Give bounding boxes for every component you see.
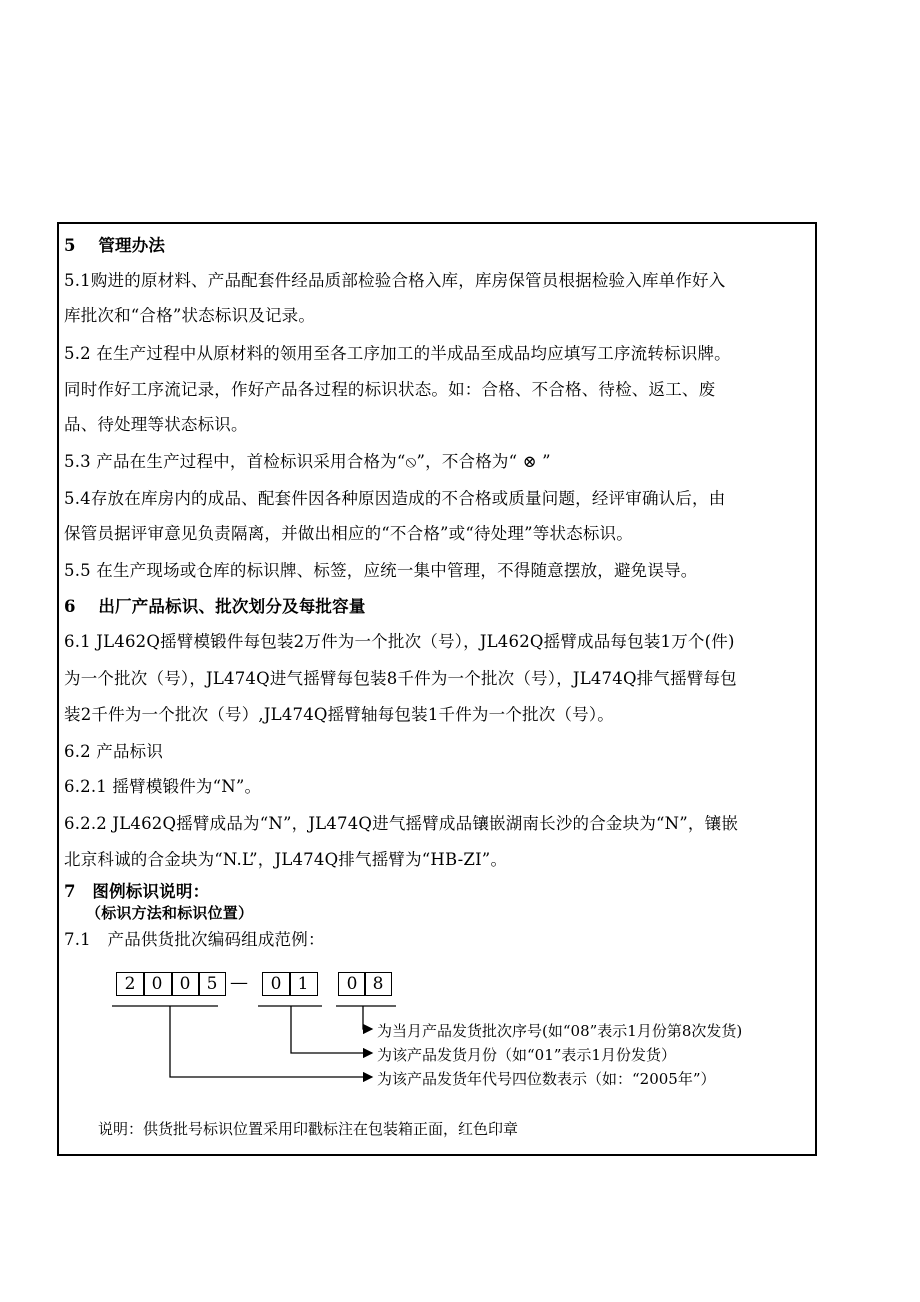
year-digit: 5 (206, 974, 218, 994)
para-6-1-line-2: 为一个批次（号），JL474Q进气摇臂每包装8千件为一个批次（号），JL474Q排气摇臂每包 (64, 669, 737, 688)
month-digit: 1 (297, 974, 309, 994)
year-digit: 0 (151, 974, 163, 994)
year-digit: 2 (124, 974, 136, 994)
para-6-2-2-line-1: 6.2.2 JL462Q摇臂成品为“N”，JL474Q进气摇臂成品镶嵌湖南长沙的合金块为“N”，镶嵌 (64, 814, 739, 833)
sequence-digit: 8 (372, 974, 384, 994)
sequence-note: 为当月产品发货批次序号(如“08”表示1月份第8次发货) (377, 1022, 743, 1040)
month-note: 为该产品发货月份（如“01”表示1月份发货） (377, 1046, 676, 1064)
section-7-subheading: （标识方法和标识位置） (86, 904, 254, 922)
section-7-heading: 7 图例标识说明： (64, 882, 210, 901)
section-6-heading: 6 出厂产品标识、批次划分及每批容量 (64, 597, 366, 616)
para-5-1-line-1: 5.1购进的原材料、产品配套件经品质部检验合格入库，库房保管员根据检验入库单作好入 (64, 271, 726, 290)
footer-note: 说明：供货批号标识位置采用印戳标注在包装箱正面，红色印章 (98, 1120, 519, 1138)
month-digit: 0 (270, 974, 282, 994)
para-5-2-line-3: 品、待处理等状态标识。 (64, 415, 248, 434)
sequence-digit: 0 (346, 974, 358, 994)
para-6-2-2-line-2: 北京科诚的合金块为“N.L”，JL474Q排气摇臂为“HB-ZI”。 (64, 850, 508, 869)
para-6-2-heading: 6.2 产品标识 (64, 742, 164, 761)
para-5-4-line-2: 保管员据评审意见负责隔离，并做出相应的“不合格”或“待处理”等状态标识。 (64, 524, 633, 543)
section-5-heading: 5 管理办法 (64, 236, 166, 255)
para-5-5: 5.5 在生产现场或仓库的标识牌、标签，应统一集中管理，不得随意摆放，避免误导。 (64, 561, 698, 580)
code-dash: — (230, 972, 248, 993)
para-5-2-line-2: 同时作好工序流记录，作好产品各过程的标识状态。如：合格、不合格、待检、返工、废 (64, 380, 716, 399)
para-6-2-1: 6.2.1 摇臂模锻件为“N”。 (64, 777, 262, 796)
para-6-1-line-1: 6.1 JL462Q摇臂模锻件每包装2万件为一个批次（号），JL462Q摇臂成品每包装1万个(件) (64, 632, 735, 651)
para-5-1-line-2: 库批次和“合格”状态标识及记录。 (64, 306, 316, 325)
para-5-4-line-1: 5.4存放在库房内的成品、配套件因各种原因造成的不合格或质量问题，经评审确认后，由 (64, 489, 726, 508)
para-6-1-line-3: 装2千件为一个批次（号）,JL474Q摇臂轴每包装1千件为一个批次（号）。 (64, 705, 614, 724)
year-note: 为该产品发货年代号四位数表示（如：“2005年”） (377, 1070, 716, 1088)
para-7-1: 7.1 产品供货批次编码组成范例： (64, 930, 325, 949)
para-5-2-line-1: 5.2 在生产过程中从原材料的领用至各工序加工的半成品至成品均应填写工序流转标识牌。 (64, 344, 731, 363)
year-digit: 0 (179, 974, 191, 994)
para-5-3: 5.3 产品在生产过程中，首检标识采用合格为“⦸”，不合格为“ ⊗ ” (64, 452, 551, 471)
